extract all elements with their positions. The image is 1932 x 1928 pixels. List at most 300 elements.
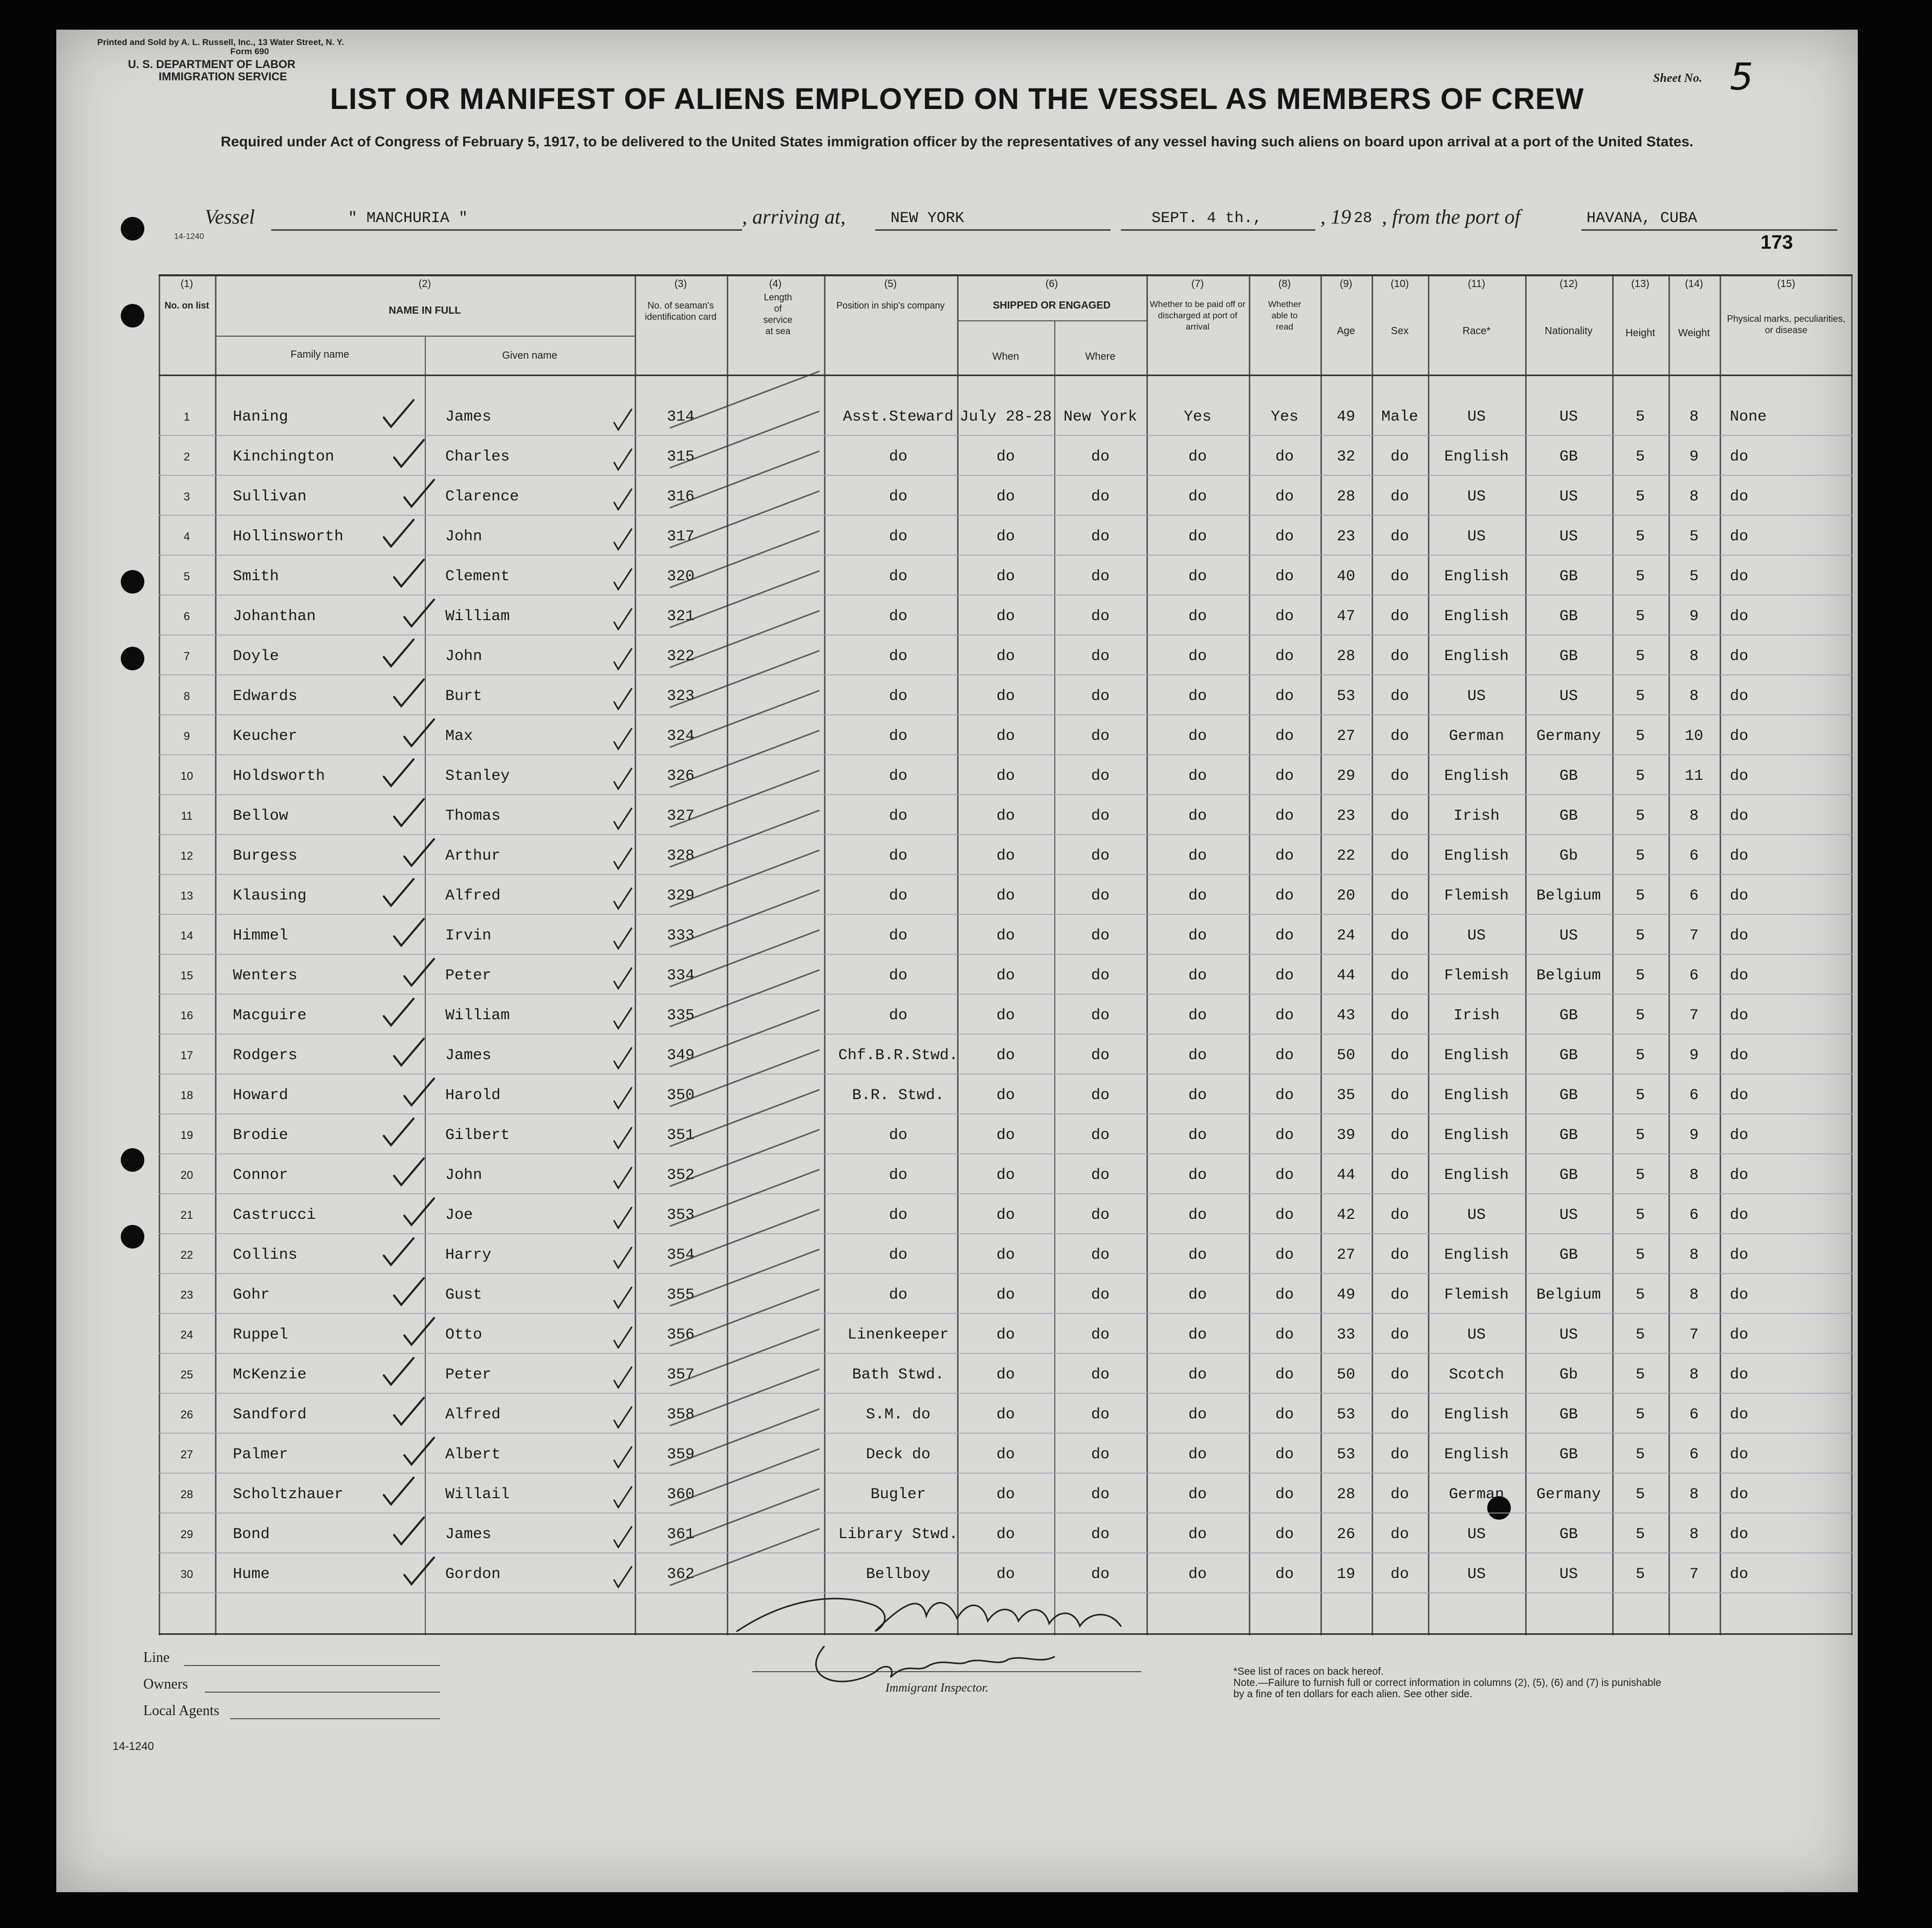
cell-no: 5 — [183, 570, 190, 583]
cell-given: Otto — [445, 1326, 483, 1344]
cell-age: 29 — [1336, 768, 1355, 785]
cell-no: 12 — [180, 849, 193, 862]
cell-marks: do — [1730, 1286, 1749, 1304]
cell-card: 314 — [666, 408, 694, 426]
cell-sex: do — [1390, 1127, 1409, 1144]
cell-paid: do — [1188, 728, 1207, 745]
cell-paid: do — [1188, 1007, 1207, 1024]
cell-read: do — [1275, 1366, 1294, 1384]
cell-age: 28 — [1336, 1486, 1355, 1503]
cell-race: English — [1444, 648, 1509, 665]
cell-given: Gordon — [445, 1566, 501, 1583]
cell-card: 333 — [666, 927, 694, 945]
cell-height: 5 — [1635, 1207, 1645, 1224]
cell-read: do — [1275, 927, 1294, 945]
arrival-date: SEPT. 4 th., — [1152, 210, 1263, 227]
cell-when: July 28-28 — [959, 408, 1052, 426]
cell-nat: Belgium — [1536, 967, 1601, 984]
cell-when: do — [996, 1087, 1015, 1104]
cell-marks: do — [1730, 1246, 1749, 1264]
cell-read: do — [1275, 1286, 1294, 1304]
cell-height: 5 — [1635, 1326, 1645, 1344]
cell-card: 329 — [666, 887, 694, 905]
cell-paid: do — [1188, 688, 1207, 705]
cell-height: 5 — [1635, 448, 1645, 466]
cell-weight: 9 — [1689, 448, 1699, 466]
cell-card: 349 — [666, 1047, 694, 1064]
cell-read: do — [1275, 807, 1294, 825]
cell-given: Alfred — [445, 887, 501, 905]
inspector-label: Immigrant Inspector. — [885, 1681, 989, 1695]
cell-where: do — [1091, 688, 1110, 705]
cell-where: do — [1091, 1286, 1110, 1304]
cell-when: do — [996, 1326, 1015, 1344]
cell-no: 26 — [180, 1408, 193, 1421]
col-header-num: (1) — [180, 278, 193, 290]
cell-position: do — [888, 488, 907, 506]
cell-position: Linenkeeper — [847, 1326, 949, 1344]
cell-no: 11 — [181, 809, 193, 822]
cell-card: 356 — [666, 1326, 694, 1344]
footer-line-label: Line — [143, 1650, 170, 1666]
cell-sex: do — [1390, 488, 1409, 506]
cell-height: 5 — [1635, 1406, 1645, 1423]
cell-height: 5 — [1635, 1366, 1645, 1384]
cell-when: do — [996, 1207, 1015, 1224]
cell-no: 20 — [180, 1169, 193, 1181]
cell-race: US — [1467, 1566, 1486, 1583]
cell-marks: do — [1730, 728, 1749, 745]
cell-where: do — [1091, 1047, 1110, 1064]
cell-no: 27 — [180, 1448, 193, 1461]
sheet-number-label: Sheet No. — [1653, 72, 1702, 85]
cell-paid: do — [1188, 1566, 1207, 1583]
cell-nat: Belgium — [1536, 887, 1601, 905]
cell-race: US — [1467, 408, 1486, 426]
cell-family: Doyle — [233, 648, 279, 665]
cell-when: do — [996, 847, 1015, 865]
cell-marks: do — [1730, 1486, 1749, 1503]
cell-weight: 7 — [1689, 1566, 1699, 1583]
cell-card: 362 — [666, 1566, 694, 1583]
cell-weight: 6 — [1689, 967, 1699, 984]
cell-read: do — [1275, 608, 1294, 625]
cell-nat: GB — [1559, 1007, 1578, 1024]
cell-sex: do — [1390, 568, 1409, 585]
cell-when: do — [996, 1566, 1015, 1583]
cell-where: do — [1091, 1246, 1110, 1264]
cell-age: 49 — [1336, 1286, 1355, 1304]
cell-marks: do — [1730, 528, 1749, 545]
cell-where: do — [1091, 1366, 1110, 1384]
cell-weight: 6 — [1689, 1207, 1699, 1224]
cell-read: do — [1275, 728, 1294, 745]
cell-sex: do — [1390, 967, 1409, 984]
page-number: 173 — [1761, 232, 1793, 253]
cell-weight: 7 — [1689, 1007, 1699, 1024]
cell-sex: do — [1390, 1207, 1409, 1224]
cell-when: do — [996, 728, 1015, 745]
cell-height: 5 — [1635, 967, 1645, 984]
cell-given: Stanley — [445, 768, 510, 785]
cell-nat: GB — [1559, 568, 1578, 585]
cell-no: 16 — [180, 1009, 193, 1022]
cell-sex: do — [1390, 688, 1409, 705]
cell-paid: do — [1188, 887, 1207, 905]
cell-paid: do — [1188, 1326, 1207, 1344]
cell-family: Bond — [233, 1526, 270, 1543]
cell-where: do — [1091, 1207, 1110, 1224]
col-header-position: Position in ship's company — [836, 300, 945, 311]
cell-paid: do — [1188, 1167, 1207, 1184]
cell-weight: 5 — [1689, 528, 1699, 545]
cell-card: 335 — [666, 1007, 694, 1024]
cell-card: 315 — [666, 448, 694, 466]
cell-position: do — [888, 448, 907, 466]
sheet-number: 5 — [1730, 55, 1753, 98]
cell-position: do — [888, 1286, 907, 1304]
cell-age: 35 — [1336, 1087, 1355, 1104]
cell-position: Chf.B.R.Stwd. — [838, 1047, 959, 1064]
cell-no: 30 — [180, 1568, 193, 1581]
cell-marks: do — [1730, 927, 1749, 945]
col-header-physical-marks: Physical marks, peculiarities, or disease — [1727, 314, 1846, 335]
cell-given: William — [445, 1007, 510, 1024]
cell-sex: do — [1390, 768, 1409, 785]
subheader-where: Where — [1085, 351, 1116, 362]
cell-paid: do — [1188, 1486, 1207, 1503]
cell-height: 5 — [1635, 1446, 1645, 1463]
cell-paid: do — [1188, 847, 1207, 865]
subheader-given-name: Given name — [502, 350, 557, 361]
from-port-label: , from the port of — [1382, 205, 1521, 228]
cell-position: do — [888, 568, 907, 585]
cell-sex: do — [1390, 648, 1409, 665]
cell-paid: do — [1188, 768, 1207, 785]
cell-when: do — [996, 648, 1015, 665]
col-header-num: (4) — [769, 278, 782, 290]
col-header-nationality: Nationality — [1545, 325, 1593, 337]
cell-where: do — [1091, 847, 1110, 865]
cell-family: Bellow — [233, 807, 289, 825]
cell-read: do — [1275, 1007, 1294, 1024]
cell-race: US — [1467, 488, 1486, 506]
cell-card: 322 — [666, 648, 694, 665]
cell-given: Albert — [445, 1446, 501, 1463]
footer-owners-label: Owners — [143, 1676, 188, 1692]
cell-no: 28 — [180, 1488, 193, 1501]
cell-marks: do — [1730, 1167, 1749, 1184]
cell-race: US — [1467, 1207, 1486, 1224]
col-header-shipped-engaged: SHIPPED OR ENGAGED — [992, 300, 1111, 311]
cell-position: do — [888, 1167, 907, 1184]
cell-nat: US — [1559, 688, 1578, 705]
cell-nat: GB — [1559, 1127, 1578, 1144]
cell-given: Peter — [445, 1366, 492, 1384]
cell-where: do — [1091, 1007, 1110, 1024]
cell-nat: Gb — [1559, 1366, 1578, 1384]
cell-card: 357 — [666, 1366, 694, 1384]
cell-race: US — [1467, 1526, 1486, 1543]
cell-paid: do — [1188, 1406, 1207, 1423]
cell-family: Rodgers — [233, 1047, 298, 1064]
cell-family: Johanthan — [233, 608, 316, 625]
cell-family: Haning — [233, 408, 289, 426]
cell-where: do — [1091, 807, 1110, 825]
cell-paid: do — [1188, 1526, 1207, 1543]
cell-card: 355 — [666, 1286, 694, 1304]
cell-height: 5 — [1635, 608, 1645, 625]
cell-sex: Male — [1381, 408, 1418, 426]
cell-marks: do — [1730, 448, 1749, 466]
cell-paid: Yes — [1183, 408, 1211, 426]
cell-position: Library Stwd. — [838, 1526, 959, 1543]
cell-family: Brodie — [233, 1127, 289, 1144]
cell-position: do — [888, 887, 907, 905]
cell-position: do — [888, 967, 907, 984]
cell-when: do — [996, 568, 1015, 585]
col-header-num: (15) — [1777, 278, 1795, 290]
cell-height: 5 — [1635, 728, 1645, 745]
cell-race: Flemish — [1444, 967, 1509, 984]
cell-race: Irish — [1453, 807, 1500, 825]
cell-race: English — [1444, 608, 1509, 625]
cell-weight: 7 — [1689, 927, 1699, 945]
cell-family: Holdsworth — [233, 768, 325, 785]
cell-paid: do — [1188, 1366, 1207, 1384]
punch-hole — [121, 570, 144, 594]
cell-read: do — [1275, 1566, 1294, 1583]
cell-paid: do — [1188, 1127, 1207, 1144]
cell-where: do — [1091, 1087, 1110, 1104]
cell-paid: do — [1188, 488, 1207, 506]
cell-card: 350 — [666, 1087, 694, 1104]
cell-read: do — [1275, 967, 1294, 984]
cell-nat: GB — [1559, 1406, 1578, 1423]
cell-age: 50 — [1336, 1047, 1355, 1064]
cell-marks: do — [1730, 1087, 1749, 1104]
inspector-signature — [722, 1570, 1213, 1703]
cell-nat: GB — [1559, 1087, 1578, 1104]
cell-age: 49 — [1336, 408, 1355, 426]
col-header-name-in-full: NAME IN FULL — [388, 305, 461, 316]
cell-height: 5 — [1635, 1486, 1645, 1503]
cell-sex: do — [1390, 1007, 1409, 1024]
cell-family: McKenzie — [233, 1366, 307, 1384]
cell-given: Willail — [445, 1486, 510, 1503]
cell-nat: Belgium — [1536, 1286, 1601, 1304]
year-suffix: 28 — [1354, 210, 1373, 227]
cell-marks: do — [1730, 847, 1749, 865]
cell-height: 5 — [1635, 1246, 1645, 1264]
cell-position: do — [888, 608, 907, 625]
cell-no: 21 — [180, 1209, 193, 1221]
cell-when: do — [996, 1047, 1015, 1064]
cell-where: do — [1091, 448, 1110, 466]
cell-family: Ruppel — [233, 1326, 289, 1344]
cell-marks: do — [1730, 967, 1749, 984]
cell-card: 352 — [666, 1167, 694, 1184]
cell-position: do — [888, 1007, 907, 1024]
cell-given: Clarence — [445, 488, 519, 506]
cell-when: do — [996, 1007, 1015, 1024]
cell-race: German — [1448, 1486, 1505, 1503]
cell-read: do — [1275, 648, 1294, 665]
cell-where: do — [1091, 488, 1110, 506]
cell-position: Bugler — [870, 1486, 926, 1503]
cell-no: 15 — [180, 969, 193, 982]
cell-when: do — [996, 1526, 1015, 1543]
cell-where: do — [1091, 887, 1110, 905]
manifest-sheet — [56, 30, 1858, 1892]
cell-when: do — [996, 1246, 1015, 1264]
cell-family: Palmer — [233, 1446, 289, 1463]
cell-weight: 8 — [1689, 807, 1699, 825]
cell-read: do — [1275, 1486, 1294, 1503]
cell-given: John — [445, 1167, 483, 1184]
cell-given: James — [445, 1047, 492, 1064]
cell-marks: do — [1730, 887, 1749, 905]
cell-nat: GB — [1559, 1446, 1578, 1463]
department-block: U. S. DEPARTMENT OF LABOR IMMIGRATION SERVICE — [128, 58, 296, 83]
cell-no: 4 — [183, 530, 190, 543]
cell-position: do — [888, 807, 907, 825]
check-marks — [159, 274, 875, 1635]
cell-given: Max — [445, 728, 473, 745]
cell-sex: do — [1390, 1366, 1409, 1384]
punch-hole — [121, 647, 144, 670]
cell-race: Scotch — [1448, 1366, 1505, 1384]
cell-paid: do — [1188, 568, 1207, 585]
cell-marks: do — [1730, 768, 1749, 785]
cell-no: 1 — [183, 410, 190, 423]
cell-read: do — [1275, 1047, 1294, 1064]
cell-sex: do — [1390, 847, 1409, 865]
cell-no: 22 — [180, 1248, 193, 1261]
cell-race: English — [1444, 448, 1509, 466]
cell-no: 13 — [180, 889, 193, 902]
cell-age: 24 — [1336, 927, 1355, 945]
cell-marks: do — [1730, 1406, 1749, 1423]
cell-when: do — [996, 448, 1015, 466]
cell-nat: GB — [1559, 807, 1578, 825]
cell-race: English — [1444, 1446, 1509, 1463]
cell-no: 3 — [183, 490, 190, 503]
cell-given: Alfred — [445, 1406, 501, 1423]
cell-height: 5 — [1635, 887, 1645, 905]
cell-sex: do — [1390, 1486, 1409, 1503]
cell-no: 19 — [180, 1129, 193, 1142]
cell-where: do — [1091, 967, 1110, 984]
cell-age: 53 — [1336, 1446, 1355, 1463]
cell-family: Wenters — [233, 967, 298, 984]
cell-nat: Germany — [1536, 728, 1601, 745]
cell-family: Sullivan — [233, 488, 307, 506]
cell-age: 44 — [1336, 967, 1355, 984]
cell-read: do — [1275, 1087, 1294, 1104]
cell-family: Himmel — [233, 927, 289, 945]
cell-given: Joe — [445, 1207, 473, 1224]
cell-where: do — [1091, 1326, 1110, 1344]
cell-when: do — [996, 488, 1015, 506]
cell-age: 28 — [1336, 488, 1355, 506]
cell-marks: do — [1730, 1047, 1749, 1064]
cell-read: do — [1275, 1207, 1294, 1224]
cell-family: Hume — [233, 1566, 270, 1583]
cell-nat: US — [1559, 528, 1578, 545]
cell-nat: GB — [1559, 448, 1578, 466]
subheader-when: When — [992, 351, 1019, 362]
cell-marks: do — [1730, 648, 1749, 665]
cell-family: Sandford — [233, 1406, 307, 1423]
cell-age: 39 — [1336, 1127, 1355, 1144]
cell-where: do — [1091, 728, 1110, 745]
cell-height: 5 — [1635, 1566, 1645, 1583]
cell-age: 27 — [1336, 1246, 1355, 1264]
cell-height: 5 — [1635, 688, 1645, 705]
cell-paid: do — [1188, 1446, 1207, 1463]
cell-given: Gilbert — [445, 1127, 510, 1144]
form-code: 14-1240 — [113, 1740, 154, 1752]
cell-no: 2 — [183, 450, 190, 463]
cell-no: 14 — [180, 929, 193, 942]
cell-where: do — [1091, 927, 1110, 945]
punch-hole — [121, 1148, 144, 1172]
cell-read: do — [1275, 1406, 1294, 1423]
cell-position: Bath Stwd. — [852, 1366, 945, 1384]
cell-sex: do — [1390, 528, 1409, 545]
cell-where: do — [1091, 1406, 1110, 1423]
cell-card: 358 — [666, 1406, 694, 1423]
cell-position: do — [888, 847, 907, 865]
col-header-num: (6) — [1045, 278, 1058, 290]
cell-race: English — [1444, 1047, 1509, 1064]
cell-age: 26 — [1336, 1526, 1355, 1543]
cell-read: do — [1275, 847, 1294, 865]
cell-when: do — [996, 967, 1015, 984]
cell-no: 18 — [180, 1089, 193, 1102]
cell-read: do — [1275, 1127, 1294, 1144]
cell-race: English — [1444, 1087, 1509, 1104]
col-header-num: (2) — [418, 278, 431, 290]
cell-card: 323 — [666, 688, 694, 705]
cell-no: 29 — [180, 1528, 193, 1541]
cell-when: do — [996, 1127, 1015, 1144]
cell-read: do — [1275, 568, 1294, 585]
cell-weight: 8 — [1689, 1486, 1699, 1503]
col-header-sex: Sex — [1391, 325, 1409, 337]
cell-given: William — [445, 608, 510, 625]
cell-height: 5 — [1635, 1167, 1645, 1184]
cell-age: 32 — [1336, 448, 1355, 466]
cell-read: do — [1275, 887, 1294, 905]
cell-family: Macguire — [233, 1007, 307, 1024]
cell-given: Gust — [445, 1286, 483, 1304]
cell-position: Deck do — [865, 1446, 931, 1463]
cell-sex: do — [1390, 1566, 1409, 1583]
cell-given: James — [445, 1526, 492, 1543]
cell-height: 5 — [1635, 1286, 1645, 1304]
cell-family: Kinchington — [233, 448, 335, 466]
col-header-num: (14) — [1685, 278, 1703, 290]
cell-age: 20 — [1336, 887, 1355, 905]
col-header-num: (12) — [1559, 278, 1578, 290]
col-header-height: Height — [1625, 327, 1655, 339]
cell-nat: US — [1559, 927, 1578, 945]
cell-sex: do — [1390, 1406, 1409, 1423]
cell-race: US — [1467, 1326, 1486, 1344]
cell-when: do — [996, 1366, 1015, 1384]
